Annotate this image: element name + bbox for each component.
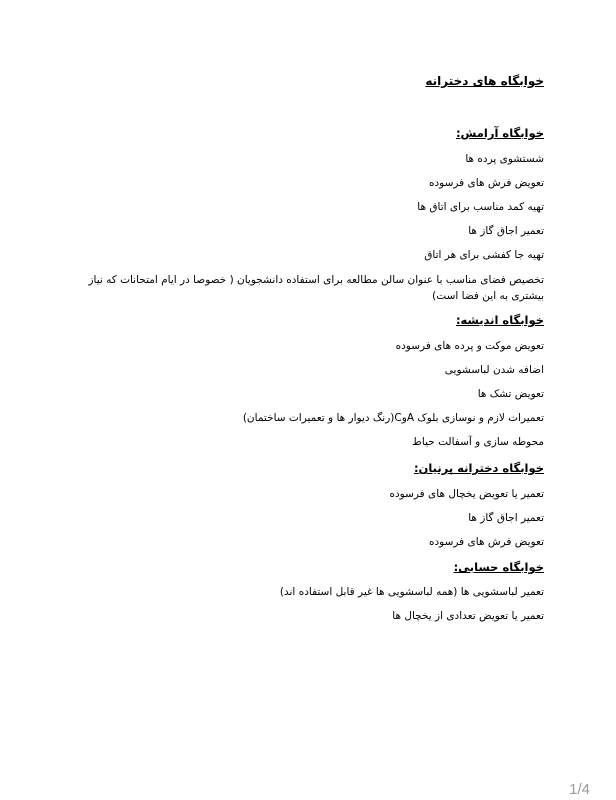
list-item: تعمیر اجاق گاز ها — [468, 225, 544, 237]
list-item: تخصیص فضای مناسب با عنوان سالن مطالعه برای استفاده دانشجویان ( خصوصا در ایام امتحانات که نیاز بیشتری به این فضا است) — [88, 274, 544, 302]
list-item: تهیه جا کفشی برای هر اتاق — [424, 249, 544, 261]
list-item: تعمیر لباسشویی ها (همه لباسشویی ها غیر قابل استفاده اند) — [279, 586, 544, 598]
page-indicator: 1/4 — [569, 781, 590, 798]
list-item: تعویض تشک ها — [477, 388, 544, 400]
list-item: شستشوی پرده ها — [465, 153, 544, 165]
list-item: تعمیرات لازم و نوسازی بلوک AوC(رنگ دیوار ها و تعمیرات ساختمان) — [242, 412, 544, 424]
list-item: محوطه سازی و آسفالت حیاط — [412, 436, 544, 448]
list-item: تعمیر یا تعویض تعدادی از یخچال ها — [392, 610, 544, 622]
list-item: تعمیر اجاق گاز ها — [468, 512, 544, 524]
section-heading-hesabi: خوابگاه حسابی: — [453, 560, 544, 574]
list-item: تهیه کمد مناسب برای اتاق ها — [417, 201, 544, 213]
list-item: تعویض موکت و پرده های فرسوده — [395, 340, 544, 352]
list-item: تعویض فرش های فرسوده — [428, 177, 544, 189]
list-item: تعمیر یا تعویض یخچال های فرسوده — [389, 488, 544, 500]
section-heading-parnian: خوابگاه دخترانه پرنیان: — [413, 461, 544, 475]
document-title: خوابگاه های دخترانه — [425, 74, 544, 88]
list-item: اضافه شدن لباسشویی — [444, 364, 544, 376]
section-heading-andisheh: خوابگاه اندیشه: — [455, 313, 544, 327]
section-heading-aramesh: خوابگاه آرامش: — [455, 126, 544, 140]
list-item: تعویض فرش های فرسوده — [428, 536, 544, 548]
